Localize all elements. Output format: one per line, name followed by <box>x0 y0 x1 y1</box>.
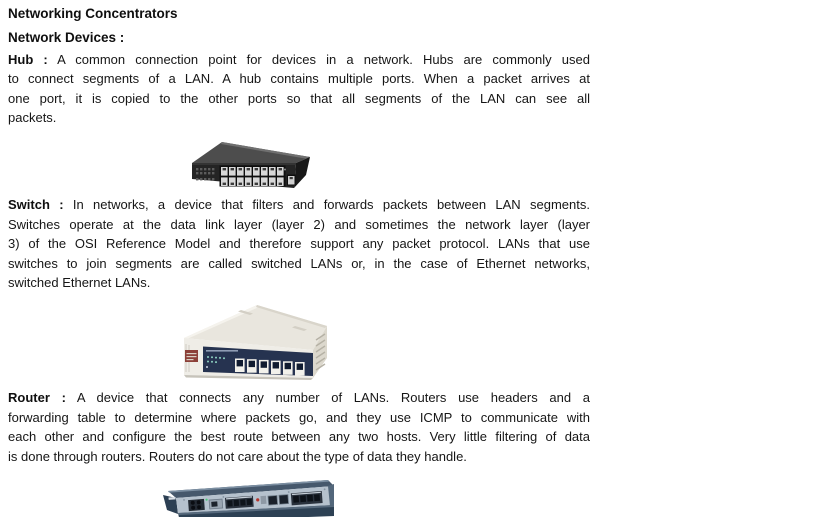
router-photo-drawing <box>162 478 334 517</box>
hub-device-photo <box>188 133 310 188</box>
switch-photo-drawing <box>177 300 327 380</box>
paragraph-line: Router : A device that connects any number of LANs. Routers use headers and a <box>8 390 590 405</box>
paragraph-line: one port, it is copied to the other ports so that all segments of the LAN can see all <box>8 90 590 106</box>
paragraph-line: to connect segments of a LAN. A hub contains multiple ports. When a packet arrives at <box>8 71 590 86</box>
paragraph-line: each other and configure the best route between any two hosts. Very little filtering of data <box>8 429 590 444</box>
switch-paragraph <box>8 195 590 293</box>
paragraph-line: forwarding table to determine where packets go, and they use ICMP to communicate with <box>8 409 590 425</box>
page-title: Networking Concentrators <box>8 6 178 21</box>
hub-paragraph <box>8 50 590 128</box>
paragraph-line: is done through routers. Routers do not care about the type of data they handle. <box>8 448 467 464</box>
paragraph-line: Switch : In networks, a device that filters and forwards packets between LAN segments. <box>8 197 590 212</box>
section-heading-network-devices: Network Devices : <box>8 29 125 45</box>
paragraph-line: 3) of the OSI Reference Model and therefore support any packet protocol. LANs that use <box>8 236 590 251</box>
paragraph-line: Hub : A common connection point for devices in a network. Hubs are commonly used <box>8 51 590 67</box>
hub-term: Hub : <box>8 51 48 67</box>
switch-term: Switch : <box>8 197 64 212</box>
paragraph-line: switched Ethernet LANs. <box>8 275 151 290</box>
router-paragraph <box>8 388 590 466</box>
router-term: Router : <box>8 390 66 405</box>
switch-device-photo <box>177 300 327 380</box>
router-device-photo <box>162 478 334 517</box>
paragraph-line: packets. <box>8 110 57 125</box>
paragraph-line: Switches operate at the data link layer (layer 2) and sometimes the network layer (layer <box>8 216 590 232</box>
hub-photo-drawing <box>188 133 310 188</box>
paragraph-line: switches to join segments are called switched LANs or, in the case of Ethernet networks, <box>8 255 590 271</box>
